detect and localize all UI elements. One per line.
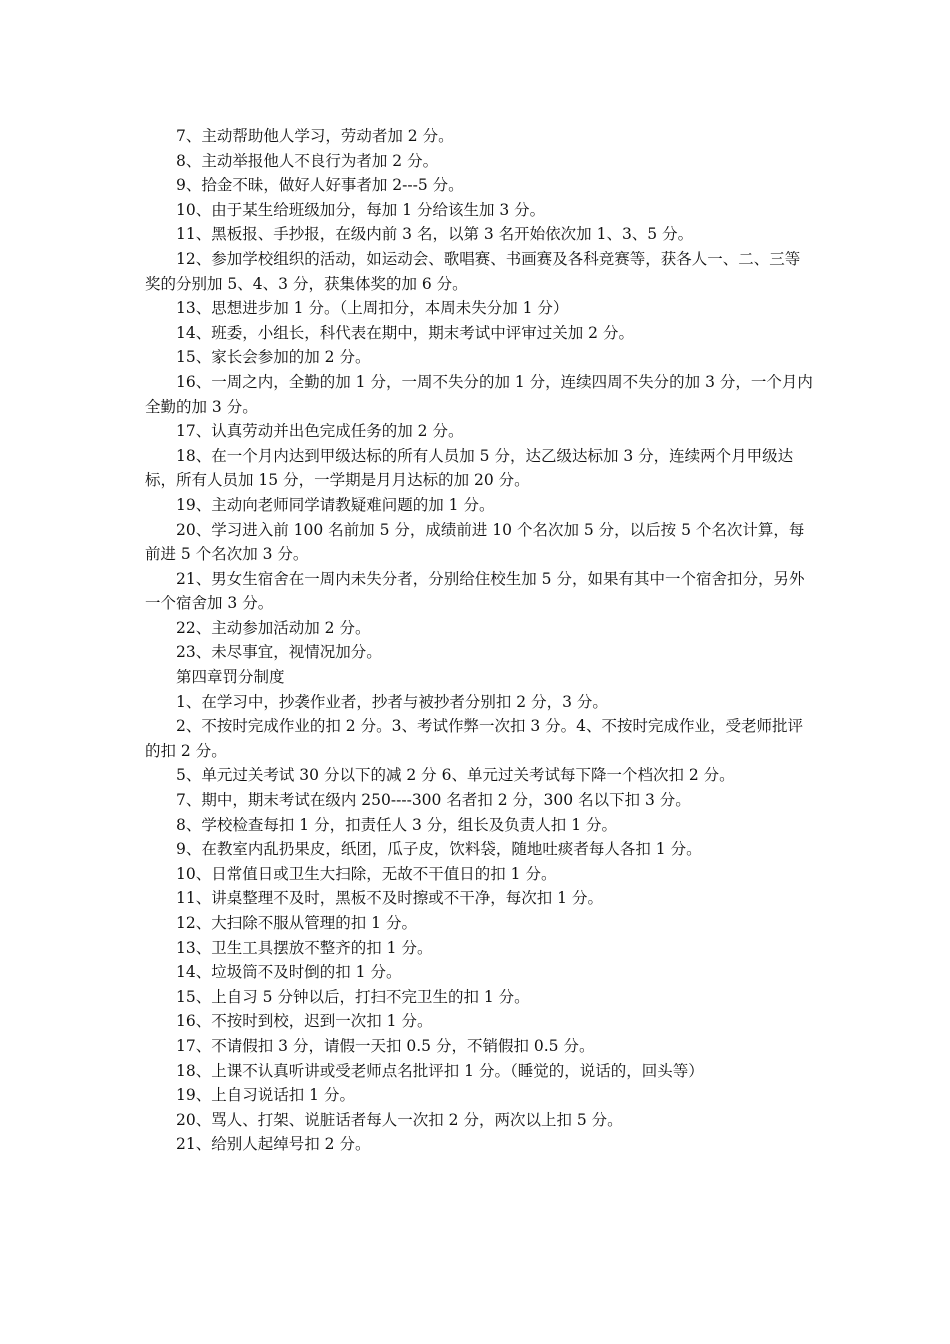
rule-item: 10、由于某生给班级加分，每加 1 分给该生加 3 分。 [176,200,546,219]
rule-item: 21、男女生宿舍在一周内未失分者，分别给住校生加 5 分，如果有其中一个宿舍扣分，另外一个宿舍加 3 分。 [145,569,805,613]
rule-item: 15、上自习 5 分钟以后，打扫不完卫生的扣 1 分。 [176,987,530,1006]
rule-item: 5、单元过关考试 30 分以下的减 2 分 6、单元过关考试每下降一个档次扣 2 分。 [176,766,735,785]
rule-item: 1、在学习中，抄袭作业者，抄者与被抄者分别扣 2 分，3 分。 [176,692,608,711]
rule-item: 22、主动参加活动加 2 分。 [176,618,371,637]
rule-item: 16、不按时到校，迟到一次扣 1 分。 [176,1012,433,1031]
rule-item: 16、一周之内，全勤的加 1 分，一周不失分的加 1 分，连续四周不失分的加 3 分，一个月内全勤的加 3 分。 [145,372,813,416]
rule-item: 12、参加学校组织的活动，如运动会、歌唱赛、书画赛及各科竞赛等，获各人一、二、三等奖的分别加 5、4、3 分，获集体奖的加 6 分。 [145,249,801,293]
rule-item: 17、不请假扣 3 分，请假一天扣 0.5 分，不销假扣 0.5 分。 [176,1036,595,1055]
rule-item: 7、期中，期末考试在级内 250----300 名者扣 2 分，300 名以下扣 3 分。 [176,791,691,810]
rule-item: 11、讲桌整理不及时，黑板不及时擦或不干净，每次扣 1 分。 [176,889,603,908]
rule-item: 20、学习进入前 100 名前加 5 分，成绩前进 10 个名次加 5 分，以后按 5 个名次计算，每前进 5 个名次加 3 分。 [145,520,805,564]
rule-item: 8、主动举报他人不良行为者加 2 分。 [176,151,439,170]
rule-item: 20、骂人、打架、说脏话者每人一次扣 2 分，两次以上扣 5 分。 [176,1110,623,1129]
rule-item: 8、学校检查每扣 1 分，扣责任人 3 分，组长及负责人扣 1 分。 [176,815,618,834]
chapter-heading: 第四章罚分制度 [176,668,285,687]
rule-item: 18、上课不认真听讲或受老师点名批评扣 1 分。（睡觉的，说话的，回头等） [176,1061,704,1080]
rule-item: 13、卫生工具摆放不整齐的扣 1 分。 [176,938,433,957]
rule-item: 9、拾金不昧，做好人好事者加 2---5 分。 [176,176,464,195]
rule-item: 17、认真劳动并出色完成任务的加 2 分。 [176,422,464,441]
rule-item: 14、垃圾筒不及时倒的扣 1 分。 [176,963,402,982]
rule-item: 2、不按时完成作业的扣 2 分。3、考试作弊一次扣 3 分。4、不按时完成作业，受老师批评的扣 2 分。 [145,717,804,760]
rule-item: 13、思想进步加 1 分。（上周扣分，本周未失分加 1 分） [176,299,569,318]
document-page [145,124,815,1157]
rule-item: 11、黑板报、手抄报，在级内前 3 名，以第 3 名开始依次加 1、3、5 分。 [176,225,694,244]
rule-item: 10、日常值日或卫生大扫除，无故不干值日的扣 1 分。 [176,864,557,883]
rule-item: 18、在一个月内达到甲级达标的所有人员加 5 分，达乙级达标加 3 分，连续两个月甲级达标，所有人员加 15 分，一学期是月月达标的加 20 分。 [145,446,794,490]
rule-item: 23、未尽事宜，视情况加分。 [176,643,382,662]
rule-item: 12、大扫除不服从管理的扣 1 分。 [176,914,417,932]
rule-item: 14、班委，小组长，科代表在期中，期末考试中评审过关加 2 分。 [176,323,634,342]
rule-item: 15、家长会参加的加 2 分。 [176,348,371,367]
rule-item: 19、上自习说话扣 1 分。 [176,1086,355,1105]
rule-item: 7、主动帮助他人学习，劳动者加 2 分。 [176,127,454,145]
rule-item: 9、在教室内乱扔果皮，纸团，瓜子皮，饮料袋，随地吐痰者每人各扣 1 分。 [176,840,702,859]
rule-item: 21、给别人起绰号扣 2 分。 [176,1135,371,1154]
rule-item: 19、主动向老师同学请教疑难问题的加 1 分。 [176,495,495,514]
